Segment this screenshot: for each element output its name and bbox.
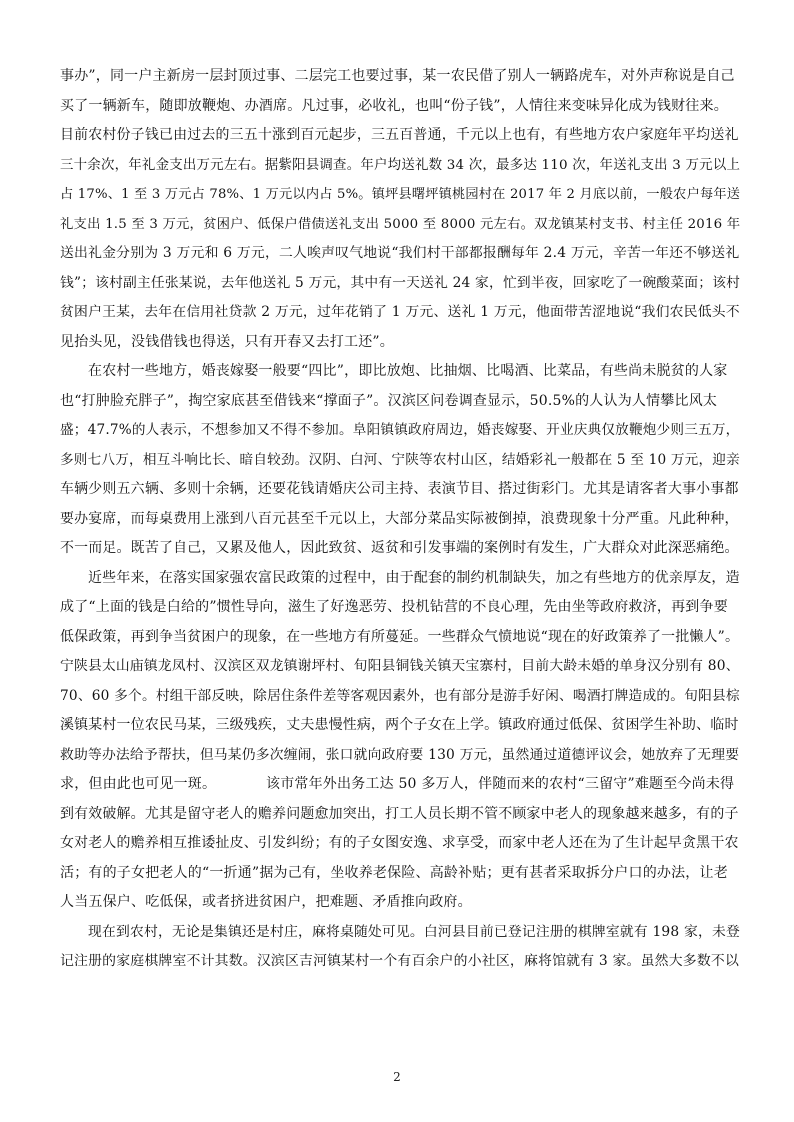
text-line: 事办”，同一户主新房一层封顶过事、二层完工也要过事，某一农民借了别人一辆路虎车，对外声称说是自己 <box>60 68 735 84</box>
text-line: 活；有的子女把老人的“一折通”据为己有，坐收养老保险、高龄补贴；更有甚者采取拆分户口的办法，让老 <box>60 864 728 881</box>
text-line: 溪镇某村一位农民马某，三级残疾，丈夫患慢性病，两个子女在上学。镇政府通过低保、贫困学生补助、临时 <box>60 717 739 733</box>
text-line: 贫困户王某，去年在信用社贷款 2 万元，过年花销了 1 万元、送礼 1 万元，他面带苦涩地说“我们农民低头不 <box>60 304 740 320</box>
text-line: 在农村一些地方，婚丧嫁娶一般要“四比”，即比放炮、比抽烟、比喝酒、比菜品，有些尚未脱贫的人家 <box>88 363 728 379</box>
text-line: 要办宴席，而每桌费用上涨到八百元甚至千元以上，大部分菜品实际被倒掉，浪费现象十分严重。凡此种种， <box>60 510 739 527</box>
text-line: 70、60 多个。村组干部反映，除居住条件差等客观因素外，也有部分是游手好闲、喝酒打牌造成的。旬阳县棕 <box>60 687 740 704</box>
text-line: 钱”；该村副主任张某说，去年他送礼 5 万元，其中有一天送礼 24 家，忙到半夜，回家吃了一碗酸菜面；该村 <box>60 274 740 291</box>
text-line: 成了“上面的钱是白给的”惯性导向，滋生了好逸恶劳、投机钻营的不良心理，先由坐等政府救济，再到争要 <box>60 599 728 615</box>
page-number: 2 <box>393 1070 401 1084</box>
text-line: 三十余次，年礼金支出万元左右。据紫阳县调查。年户均送礼数 34 次，最多达 110 次，年送礼支出 3 万元以上 <box>60 157 740 173</box>
text-line: 低保政策，再到争当贫困户的现象，在一些地方有所蔓延。一些群众气愤地说“现在的好政策养了一批懒人”。 <box>60 628 740 645</box>
text-line: 买了一辆新车，随即放鞭炮、办酒席。凡过事，必收礼，也叫“份子钱”，人情往来变味异化成为钱财往来。 <box>60 97 728 114</box>
text-line: 送出礼金分别为 3 万元和 6 万元，二人唉声叹气地说“我们村干部都报酬每年 2.4 万元，辛苦一年还不够送礼 <box>60 245 740 261</box>
text-line: 见抬头见，没钱借钱也得送，只有开春又去打工还”。 <box>60 333 394 350</box>
text-line: 占 17%、1 至 3 万元占 78%、1 万元以内占 5%。镇坪县曙坪镇桃园村在 2017 年 2 月底以前，一般农户每年送 <box>60 187 740 202</box>
text-line: 近些年来，在落实国家强农富民政策的过程中，由于配套的制约机制缺失，加之有些地方的优亲厚友，造 <box>88 569 740 586</box>
text-line: 人当五保户、吃低保，或者挤进贫困户，把难题、矛盾推向政府。 <box>60 894 472 910</box>
text-line: 也“打肿脸充胖子”，掏空家底甚至借钱来“撑面子”。汉滨区问卷调查显示，50.5%的人认为人情攀比风太 <box>60 392 718 409</box>
text-line: 礼支出 1.5 至 3 万元，贫困户、低保户借债送礼支出 5000 至 8000 元左右。双龙镇某村支书、村主任 2016 年 <box>60 216 740 232</box>
text-line: 目前农村份子钱已由过去的三五十涨到百元起步，三五百普通，千元以上也有，有些地方农户家庭年平均送礼 <box>60 127 739 143</box>
text-line: 救助等办法给予帮扶，但马某仍多次缠闹，张口就向政府要 130 万元，虽然通过道德评议会，她放弃了无理要 <box>60 746 740 763</box>
text-line: 求，但由此也可见一斑。 该市常年外出务工达 50 多万人，伴随而来的农村“三留守”难题至今尚未得 <box>60 776 735 792</box>
text-line: 不一而足。既苦了自己，又累及他人，因此致贫、返贫和引发事端的案例时有发生，广大群众对此深恶痛绝。 <box>60 540 739 556</box>
text-line: 现在到农村，无论是集镇还是村庄，麻将桌随处可见。白河县目前已登记注册的棋牌室就有 198 家，未登 <box>88 923 740 940</box>
text-line: 宁陕县太山庙镇龙凤村、汉滨区双龙镇谢坪村、旬阳县铜钱关镇天宝寨村，目前大龄未婚的单身汉分别有 80、 <box>60 658 740 674</box>
text-line: 女对老人的赡养相互推诿扯皮、引发纠纷；有的子女图安逸、求享受，而家中老人还在为了生计起早贪黑干农 <box>60 835 739 851</box>
text-line: 车辆少则五六辆、多则十余辆，还要花钱请婚庆公司主持、表演节目、搭过街彩门。尤其是请客者大事小事都 <box>60 481 739 497</box>
text-line: 到有效破解。尤其是留守老人的赡养问题愈加突出，打工人员长期不管不顾家中老人的现象越来越多，有的子 <box>60 805 739 822</box>
text-line: 多则七八万，相互斗响比长、暗自较劲。汉阴、白河、宁陕等农村山区，结婚彩礼一般都在 5 至 10 万元，迎亲 <box>60 451 740 468</box>
text-line: 盛；47.7%的人表示，不想参加又不得不参加。阜阳镇镇政府周边，婚丧嫁娶、开业庆典仅放鞭炮少则三五万， <box>60 422 740 438</box>
body-text <box>60 62 740 977</box>
text-line: 记注册的家庭棋牌室不计其数。汉滨区吉河镇某村一个有百余户的小社区，麻将馆就有 3 家。虽然大多数不以 <box>60 953 740 969</box>
